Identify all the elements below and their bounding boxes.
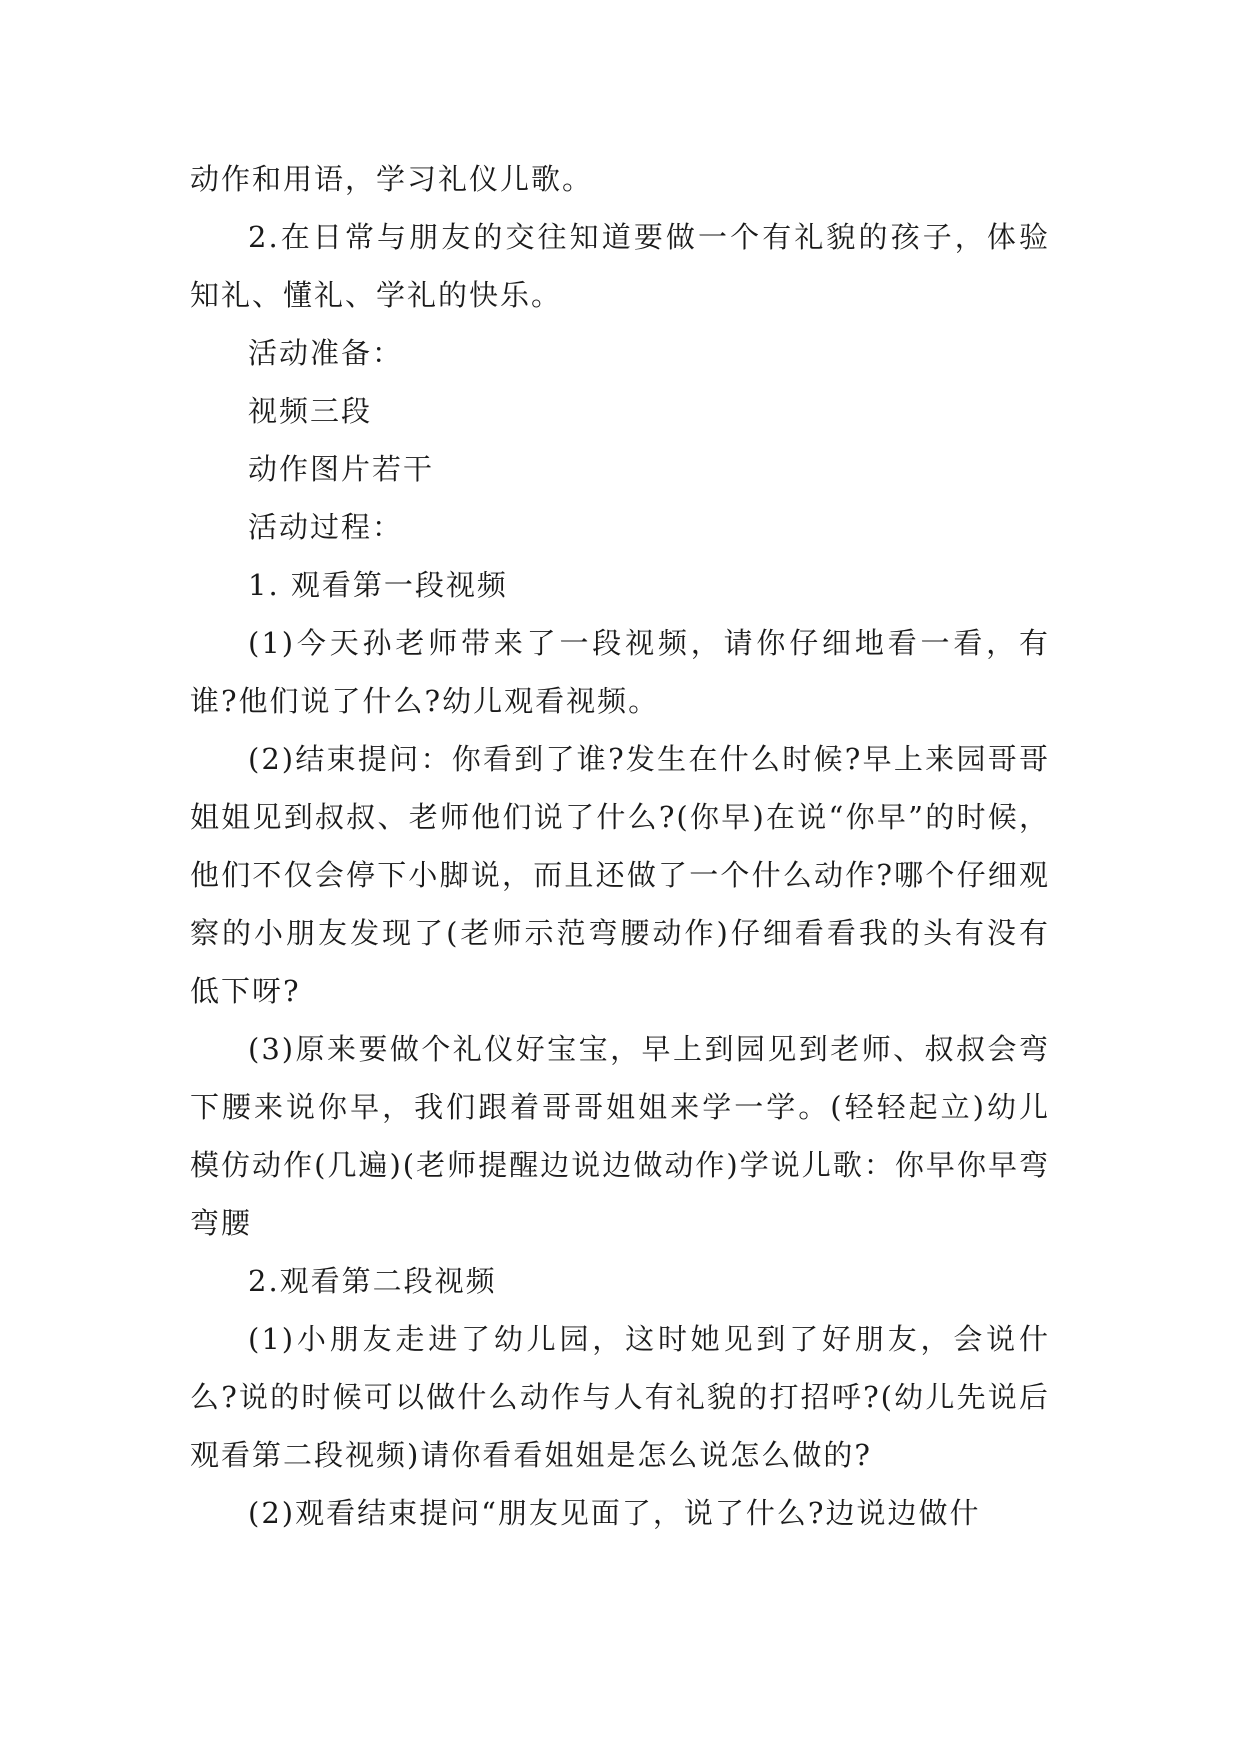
paragraph-12: (1)小朋友走进了幼儿园，这时她见到了好朋友，会说什么?说的时候可以做什么动作与人有礼貌的打招呼?(幼儿先说后观看第二段视频)请你看看姐姐是怎么说怎么做的?: [190, 1322, 1050, 1472]
paragraph-4: 视频三段: [248, 394, 373, 428]
paragraph-9: (2)结束提问：你看到了谁?发生在什么时候?早上来园哥哥姐姐见到叔叔、老师他们说了什么?(你早)在说“你早”的时候，他们不仅会停下小脚说，而且还做了一个什么动作?哪个仔细观察的小朋友发现了(老师示范弯腰动作)仔细看看我的头有没有低下呀?: [190, 742, 1050, 1008]
paragraph-5: 动作图片若干: [248, 452, 435, 486]
paragraph-11: 2.观看第二段视频: [248, 1264, 497, 1298]
paragraph-10: (3)原来要做个礼仪好宝宝，早上到园见到老师、叔叔会弯下腰来说你早，我们跟着哥哥姐姐来学一学。(轻轻起立)幼儿模仿动作(几遍)(老师提醒边说边做动作)学说儿歌：你早你早弯弯腰: [190, 1032, 1050, 1240]
paragraph-13: (2)观看结束提问“朋友见面了，说了什么?边说边做什: [248, 1496, 981, 1530]
paragraph-6: 活动过程：: [248, 510, 404, 544]
paragraph-7: 1. 观看第一段视频: [248, 568, 508, 602]
paragraph-3: 活动准备：: [248, 336, 404, 370]
paragraph-2: 2.在日常与朋友的交往知道要做一个有礼貌的孩子，体验知礼、懂礼、学礼的快乐。: [190, 220, 1050, 312]
document-page: [190, 150, 1050, 1542]
paragraph-8: (1)今天孙老师带来了一段视频，请你仔细地看一看，有谁?他们说了什么?幼儿观看视频。: [190, 626, 1050, 718]
paragraph-1: 动作和用语，学习礼仪儿歌。: [190, 162, 594, 196]
